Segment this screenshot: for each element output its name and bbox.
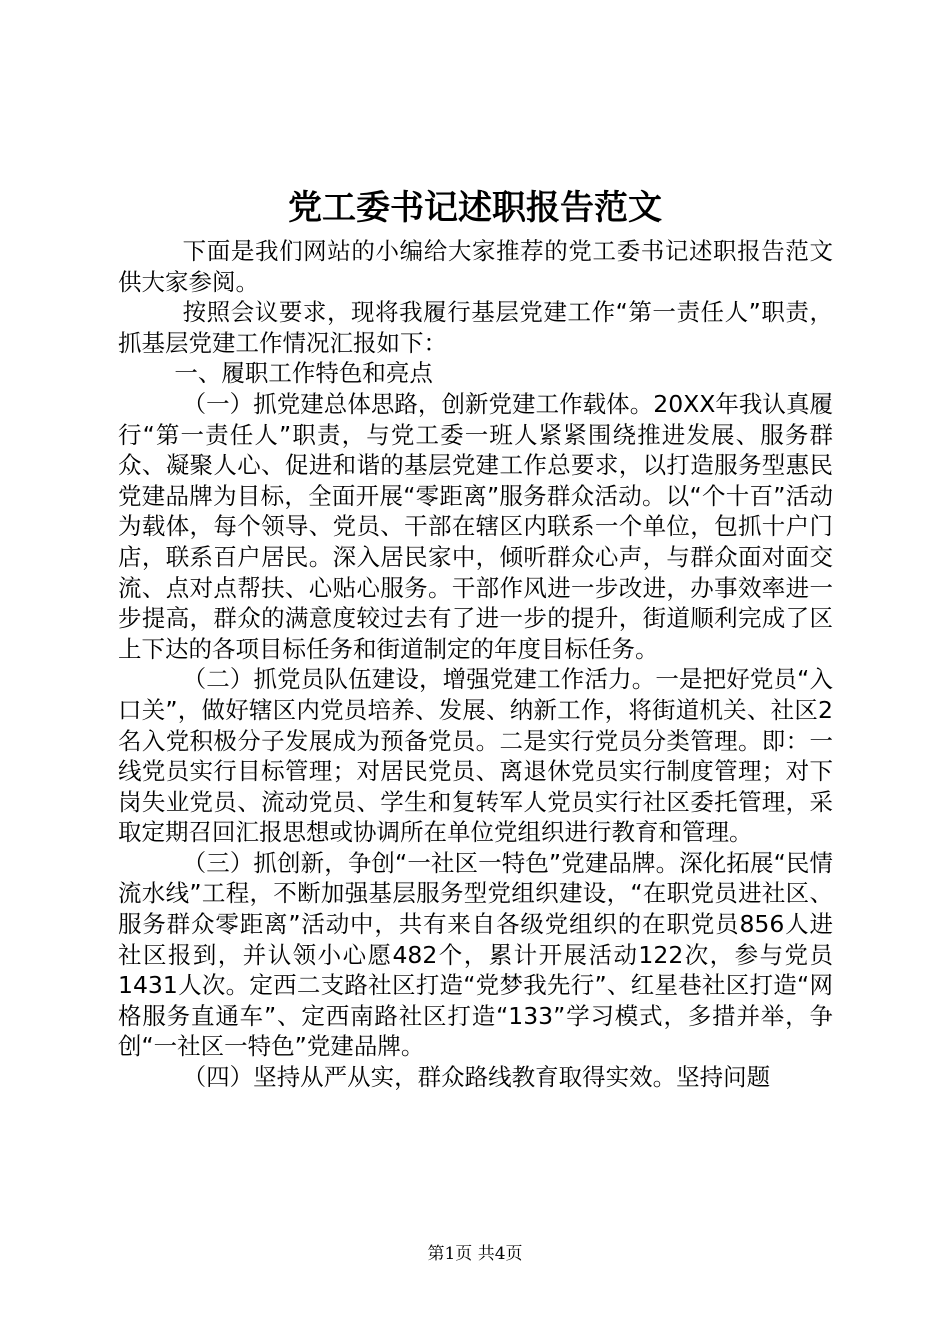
document-body: [118, 236, 833, 1093]
body-paragraph-1: （一）抓党建总体思路，创新党建工作载体。20XX年我认真履行“第一责任人”职责，与党工委一班人紧紧围绕推进发展、服务群众、凝聚人心、促进和谐的基层党建工作总要求，以打造服务型惠民党建品牌为目标，全面开展“零距离”服务群众活动。以“个十百”活动为载体，每个领导、党员、干部在辖区内联系一个单位，包抓十户门店，联系百户居民。深入居民家中，倾听群众心声，与群众面对面交流、点对点帮扶、心贴心服务。干部作风进一步改进，办事效率进一步提高，群众的满意度较过去有了进一步的提升，街道顺利完成了区上下达的各项目标任务和街道制定的年度目标任务。: [118, 389, 833, 663]
document-title: 党工委书记述职报告范文: [288, 188, 662, 228]
body-paragraph-4: （四）坚持从严从实，群众路线教育取得实效。坚持问题: [182, 1063, 771, 1092]
opening-paragraph: 按照会议要求，现将我履行基层党建工作“第一责任人”职责，抓基层党建工作情况汇报如下：: [118, 298, 833, 357]
section-heading: 一、履职工作特色和亮点: [174, 359, 433, 388]
intro-paragraph: 下面是我们网站的小编给大家推荐的党工委书记述职报告范文供大家参阅。: [118, 237, 833, 296]
body-paragraph-3: （三）抓创新，争创“一社区一特色”党建品牌。深化拓展“民情流水线”工程，不断加强基层服务型党组织建设，“在职党员进社区、服务群众零距离”活动中，共有来自各级党组织的在职党员856人进社区报到，并认领小心愿482个，累计开展活动122次，参与党员1431人次。定西二支路社区打造“党梦我先行”、红星巷社区打造“网格服务直通车”、定西南路社区打造“133”学习模式，多措并举，争创“一社区一特色”党建品牌。: [118, 848, 833, 1061]
body-paragraph-2: （二）抓党员队伍建设，增强党建工作活力。一是把好党员“入口关”，做好辖区内党员培养、发展、纳新工作，将街道机关、社区2名入党积极分子发展成为预备党员。二是实行党员分类管理。即：一线党员实行目标管理；对居民党员、离退休党员实行制度管理；对下岗失业党员、流动党员、学生和复转军人党员实行社区委托管理，采取定期召回汇报思想或协调所在单位党组织进行教育和管理。: [118, 665, 833, 847]
page-footer: 第1页 共4页: [427, 1244, 523, 1264]
